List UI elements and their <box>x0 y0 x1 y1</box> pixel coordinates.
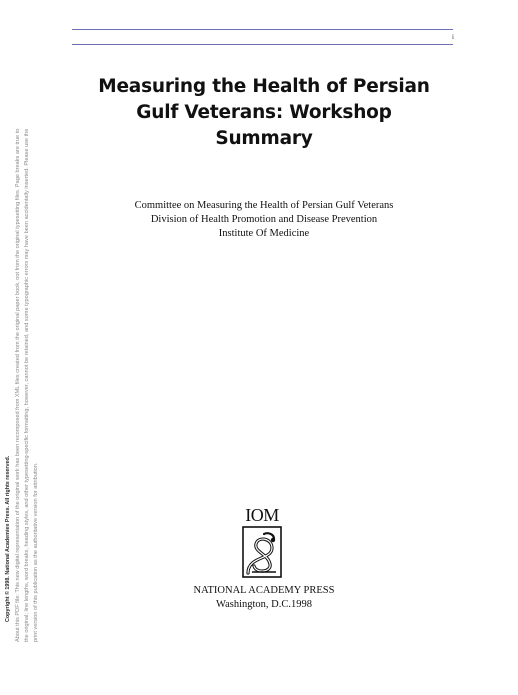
author-block <box>80 199 448 241</box>
book-title <box>80 74 448 152</box>
header-rule-bottom <box>72 44 453 45</box>
copyright-notice: Copyright © 1998. National Academies Press. All rights reserved. <box>5 455 11 622</box>
publisher-location-date: Washington, D.C.1998 <box>216 599 312 610</box>
division-name: Division of Health Promotion and Disease Prevention <box>150 214 378 225</box>
committee-name: Committee on Measuring the Health of Persian Gulf Veterans <box>134 200 394 211</box>
publisher-block <box>80 584 448 612</box>
pdf-note-line-1: About this PDF file: This new digital representation of the original work has been recomposed from XML files created from the original paper book, not from the original typesetting files. Page breaks are true to <box>15 128 21 642</box>
caduceus-icon <box>242 526 282 578</box>
iom-logo-text: IOM <box>245 505 279 525</box>
institute-name: Institute Of Medicine <box>218 228 310 239</box>
pdf-note-line-3: print version of this publication as the authoritative version for attribution. <box>33 462 39 642</box>
book-title-line-1: Measuring the Health of Persian <box>98 76 430 97</box>
book-title-line-2: Gulf Veterans: Workshop <box>136 102 392 123</box>
pdf-note-line-2: the original; line lengths, word breaks, heading styles, and other typesetting-specific formatting, however, cannot be retained, and some typographic errors may have been accidentally inserted. Please use the <box>24 128 30 642</box>
page-number: i <box>452 33 454 41</box>
iom-logo <box>238 505 286 577</box>
publisher-name: NATIONAL ACADEMY PRESS <box>193 585 335 596</box>
header-rule-top <box>72 29 453 30</box>
book-title-line-3: Summary <box>215 128 313 149</box>
